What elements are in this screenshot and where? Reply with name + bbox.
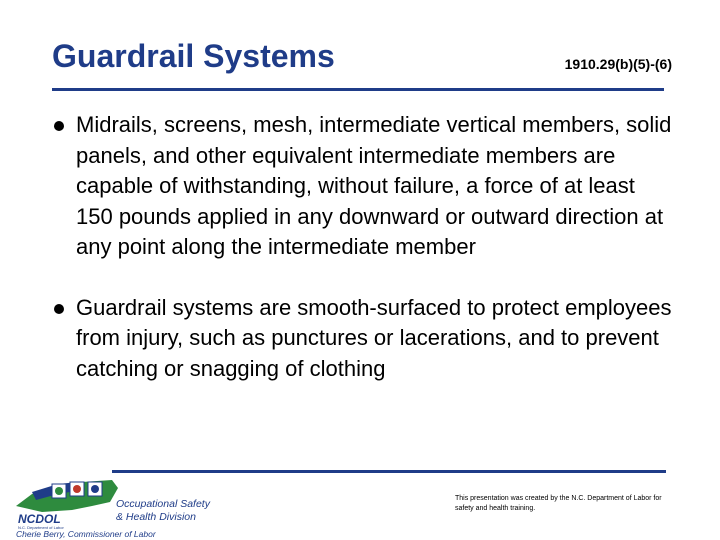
division-line-2: & Health Division bbox=[116, 511, 196, 523]
agency-name: N.C. Department of Labor bbox=[18, 525, 64, 530]
footer-note: This presentation was created by the N.C. Department of Labor for safety and health training. bbox=[455, 495, 662, 512]
bullet-dot-icon bbox=[54, 304, 64, 314]
bullet-text: Midrails, screens, mesh, intermediate vertical members, solid panels, and other equivalent intermediate members are capable of withstanding, without failure, a force of at least 150 pounds applied in any downward or outward direction at any point along the intermediate member bbox=[76, 112, 672, 259]
standard-reference: 1910.29(b)(5)-(6) bbox=[564, 56, 672, 72]
bullet-list bbox=[52, 110, 672, 384]
bullet-text: Guardrail systems are smooth-surfaced to protect employees from injury, such as punctures or lacerations, and to prevent catching or snagging of clothing bbox=[76, 294, 672, 381]
bullet-dot-icon bbox=[54, 121, 64, 131]
commissioner-name: Cherie Berry, Commissioner of Labor bbox=[16, 529, 156, 539]
division-line-1: Occupational Safety bbox=[116, 498, 210, 510]
slide-title: Guardrail Systems bbox=[52, 38, 335, 74]
agency-abbrev: NCDOL bbox=[18, 512, 61, 526]
bullet-item bbox=[52, 293, 672, 385]
bullet-item bbox=[52, 110, 672, 263]
title-divider bbox=[52, 88, 664, 91]
footer-divider bbox=[112, 470, 666, 473]
